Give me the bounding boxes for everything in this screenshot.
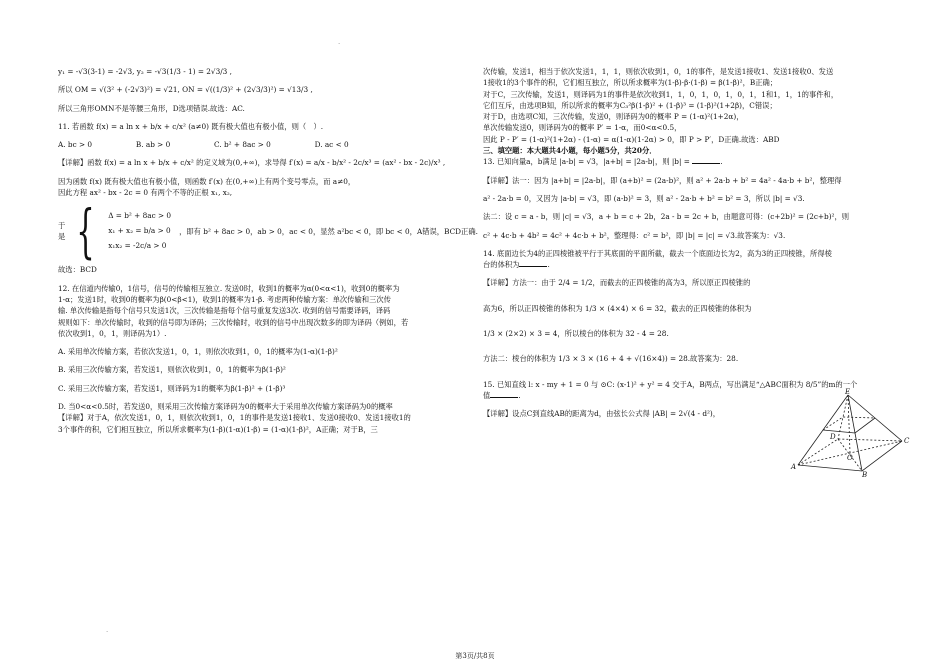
solution-line: 【详解】函数 f(x) = a ln x + b/x + c/x² 的定义域为(0,+∞)，求导得 f′(x) = a/x - b/x² - 2c/x³ = (ax² - bx - 2c)/x³ , [58, 158, 446, 168]
solution-line: 【详解】设点C到直线AB的距离为d，由弦长公式得 |AB| = 2√(4 - d²)， [483, 409, 721, 419]
system-row: x₁ + x₂ = b/a > 0 [108, 226, 171, 236]
page-mark-bottom: · [106, 628, 109, 636]
vertex-label: D [830, 433, 836, 441]
solution-line: 因此 P - P′ = (1-α)²(1+2α) - (1-α) = α(1-α)(1-2α) > 0，即 P > P′，D正确.故选：ABD [483, 134, 780, 144]
option-c: C. 采用三次传输方案，若发送1，则译码为1的概率为β(1-β)² + (1-β)³ [58, 383, 286, 393]
question-11-options: A. bc > 0 B. ab > 0 C. b² + 8ac > 0 D. ac < 0 [58, 140, 349, 150]
question-14: 14. 底面边长为4的正四棱锥被平行于其底面的平面所截，截去一个底面边长为2，高为3的正四棱锥，所得棱 [483, 248, 832, 258]
solution-line: 【详解】方法一：由于 2/4 = 1/2，而截去的正四棱锥的高为3，所以原正四棱锥的 [483, 278, 751, 288]
answer-blank [692, 163, 720, 164]
option-a: A. 采用单次传输方案，若依次发送1，0，1，则依次收到1，0，1的概率为(1-α)(1-β)² [58, 347, 338, 357]
question-15: 15. 已知直线 l: x - my + 1 = 0 与 ⊙C: (x-1)² + y² = 4 交于A，B两点，写出满足“△ABC面积为 8/5”的m的一个 [483, 379, 858, 389]
text-line: 所以三角形OMN不是等腰三角形，D选项错误.故选：AC. [58, 103, 245, 113]
solution-line: a² - 2a·b = 0，又因为 |a-b| = √3，即 (a-b)² = 3，则 a² - 2a·b + b² = b² = 3，所以 |b| = √3. [483, 193, 805, 203]
solution-line: 3个事件的积，它们相互独立，所以所求概率为(1-β)(1-α)(1-β) = (1-α)(1-β)²，A正确；对于B，三 [58, 424, 378, 434]
right-column [483, 66, 903, 420]
page-footer: 第3页/共8页 [455, 652, 495, 660]
solution-line: 【详解】对于A，依次发送1，0，1，则依次收到1，0，1的事件是发送1接收1、发送0接收0、发送1接收1的 [58, 413, 411, 423]
question-12: 规则如下：单次传输时，收到的信号即为译码；三次传输时，收到的信号中出现次数多的即为译码（例如，若 [58, 317, 409, 327]
brace-icon: { [76, 197, 95, 266]
solution-line: 对于C，三次传输，发送1，则译码为1的事件是依次收到1，1，0，1，0，1，0，1，1和1，1，1的事件和， [483, 89, 839, 99]
solution-line: c² + 4c·b + 4b² = 4c² + 4c·b + b²，整理得：c² = b²，即 |b| = |c| = √3.故答案为：√3. [483, 230, 786, 240]
answer-blank [490, 397, 518, 398]
solution-line: 方法二：棱台的体积为 1/3 × 3 × (16 + 4 + √(16×4)) = 28.故答案为：28. [483, 354, 739, 364]
solution-line: 【详解】法一：因为 |a+b| = |2a-b|，即 (a+b)² = (2a-b)²，则 a² + 2a·b + b² = 4a² - 4a·b + b²，整理得 [483, 175, 842, 185]
solution-line: 1/3 × (2×2) × 3 = 4，所以棱台的体积为 32 - 4 = 28. [483, 329, 669, 339]
question-13: 13. 已知向量a，b满足 |a-b| = √3，|a+b| = |2a-b|，则 |b| = . [483, 157, 723, 167]
left-column [58, 66, 476, 435]
solution-line: 高为6，所以正四棱锥的体积为 1/3 × (4×4) × 6 = 32，截去的正四棱锥的体积为 [483, 303, 752, 313]
text-line: 所以 OM = √(3² + (-2√3)²) = √21, ON = √((1/3)² + (2√3/3)²) = √13/3 , [58, 85, 313, 95]
system-row: x₁x₂ = -2c/a > 0 [108, 240, 167, 250]
solution-line: 法二：设 c = a - b，则 |c| = √3，a + b = c + 2b，2a - b = 2c + b，由题意可得：(c+2b)² = (2c+b)²，则 [483, 212, 850, 222]
solution-line: 因此方程 ax² - bx - 2c = 0 有两个不等的正根 x₁, x₂, [58, 188, 233, 198]
vertex-label: E [845, 388, 851, 396]
text-line: y₁ = -√3(3-1) = -2√3, y₂ = -√3(1/3 - 1) = 2√3/3 , [58, 67, 232, 76]
question-12: 12. 在信道内传输0，1信号，信号的传输相互独立. 发送0时，收到1的概率为α(0<α<1)，收到0的概率为 [58, 283, 400, 293]
equation-system [58, 197, 478, 266]
question-11: 11. 若函数 f(x) = a ln x + b/x + c/x² (a≠0) 既有极大值也有极小值，则（ ）. [58, 121, 324, 131]
vertex-label: C [904, 437, 910, 445]
vertex-label: A [791, 463, 797, 471]
frustum-figure [790, 387, 910, 477]
solution-line: 单次传输发送0，则译码为0的概率 P′ = 1-α，而0<α<0.5， [483, 123, 682, 133]
solution-line: 次传输，发送1，相当于依次发送1，1，1，则依次收到1，0，1的事件，是发送1接收1、发送1接收0、发送 [483, 67, 834, 76]
solution-line: 对于D，由选项C知，三次传输，发送0，则译码为0的概率 P = (1-α)²(1+2α)， [483, 112, 744, 122]
question-12: 依次收到1，0，1，则译码为1）. [58, 328, 167, 338]
answer-line: 故选：BCD [58, 265, 97, 275]
system-prefix: 于是 [58, 221, 66, 242]
question-12: 1-α；发送1时，收到0的概率为β(0<β<1)，收到1的概率为1-β. 考虑两种传输方案：单次传输和三次传 [58, 294, 391, 304]
page-mark-top: · [338, 40, 341, 48]
option-d: D. 当0<α<0.5时，若发送0，则采用三次传输方案译码为0的概率大于采用单次传输方案译码为0的概率 [58, 402, 393, 412]
question-12: 输. 单次传输是指每个信号只发送1次，三次传输是指每个信号重复发送3次. 收到的信号需要译码，译码 [58, 306, 391, 316]
solution-line: 因为函数 f(x) 既有极大值也有极小值，则函数 f′(x) 在(0,+∞)上有两个变号零点，而 a≠0， [58, 176, 356, 186]
question-15: 值 . [483, 390, 521, 400]
question-14: 台的体积为 . [483, 260, 550, 270]
vertex-label: B [862, 471, 868, 477]
option-b: B. 采用三次传输方案，若发送1，则依次收到1，0，1的概率为β(1-β)² [58, 365, 286, 375]
system-tail: ，即有 b² + 8ac > 0，ab > 0，ac < 0，显然 a²bc < 0，即 bc < 0，A错误，BCD正确. [179, 226, 478, 236]
answer-blank [519, 266, 547, 267]
solution-line: 它们互斥，由选项B知，所以所求的概率为C₃²β(1-β)² + (1-β)³ = (1-β)²(1+2β)，C错误； [483, 100, 777, 110]
system-row: Δ = b² + 8ac > 0 [108, 211, 172, 221]
solution-line: 1接收1的3个事件的积，它们相互独立，所以所求概率为(1-β)·β·(1-β) = β(1-β)²，B正确； [483, 78, 778, 88]
vertex-label: O [847, 454, 853, 462]
section-heading: 三、填空题：本大题共4小题，每小题5分，共20分． [483, 146, 657, 156]
